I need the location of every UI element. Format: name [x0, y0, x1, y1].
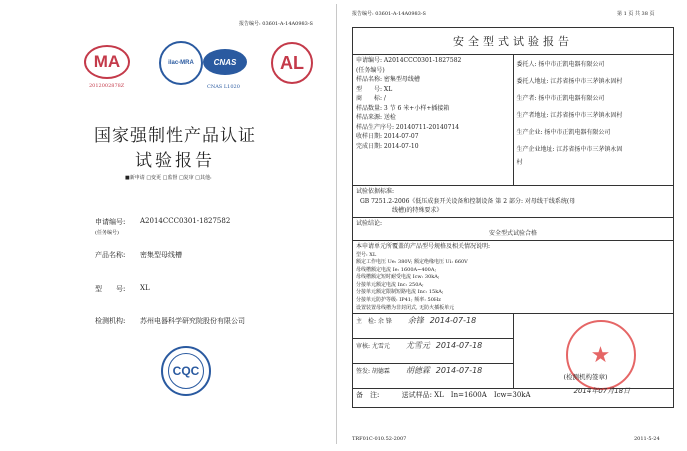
- coverage-line: 设置装置母线槽为非封闭式, 无防火插板单元: [356, 304, 455, 311]
- coverage-title: 本申请单元所覆盖的产品型号规格及相关情况说明:: [356, 243, 491, 250]
- cnas-logo: CNAS: [203, 49, 247, 75]
- cqc-logo: CQC: [161, 346, 211, 396]
- cma-code: 2012002878Z: [89, 83, 125, 89]
- remark-label: 备 注:: [356, 391, 380, 400]
- cover-title: 国家强制性产品认证: [94, 126, 256, 146]
- coverage-line: 型号: XL: [356, 251, 377, 258]
- lab-label: 检测机构:: [95, 317, 126, 325]
- sample-line: 样品数量: 3 节 6 米+小样+插接箱: [356, 104, 450, 112]
- report-number: 报告编号: 03601-A-14A0983-S: [352, 11, 426, 17]
- client-line: 生产者地址: 江苏省扬中市三茅镇永固村: [516, 112, 623, 119]
- sign-date: 2014-07-18: [435, 341, 483, 351]
- coverage-line: 分接单元防护等级: IP41; 频率: 50Hz: [356, 297, 441, 304]
- sample-line: 收样日期: 2014-07-07: [356, 133, 419, 140]
- sign-row-reviewer: 审核: 尤雪元 尤雪元 2014-07-18: [353, 339, 514, 364]
- cover-subtitle: 试验报告: [135, 151, 215, 171]
- sign-row-inspector: 主 检: 余 锋 余锋 2014-07-18: [353, 314, 514, 339]
- signature: 尤雪元: [405, 341, 430, 351]
- conclusion-label: 试验结论:: [356, 219, 383, 227]
- coverage-cell: [353, 241, 674, 314]
- report-table: [352, 27, 674, 408]
- cnas-code: CNAS L1020: [207, 84, 240, 90]
- signature: 余锋: [407, 316, 424, 326]
- report-number: 报告编号: 03601-A-14A0983-S: [239, 21, 313, 27]
- page-number: 第 1 页 共 38 页: [617, 11, 655, 17]
- footer-date: 2011-5-24: [634, 436, 660, 442]
- coverage-line: 额定工作电压 Ue: 380V; 额定绝缘电压 Ui: 660V: [356, 259, 468, 266]
- client-info: [513, 55, 674, 186]
- standard-line: 线槽)的特殊要求》: [392, 207, 443, 214]
- client-line: 生产企业: 扬中市正凯电器有限公司: [516, 129, 611, 136]
- signature: 胡德霖: [405, 366, 430, 376]
- remark-value: 送试样品: XL In=1600A Icw=30kA: [401, 391, 531, 400]
- apply-note: (任务编号): [95, 230, 119, 236]
- sample-line: 样品来源: 送检: [356, 114, 396, 121]
- coverage-line: 分接单元额定电流 Inc: 250A;: [356, 281, 424, 288]
- model-value: XL: [140, 284, 150, 292]
- al-logo: AL: [271, 42, 313, 84]
- application-type: ■新申请 □变更 □监督 □复审 □其他:: [125, 175, 212, 181]
- standard-cell: [353, 186, 674, 218]
- sign-date: 2014-07-18: [435, 366, 483, 376]
- ilac-mra-logo: ilac-MRA: [159, 41, 203, 85]
- model-label: 型 号:: [95, 285, 126, 293]
- client-line: 生产者: 扬中市正凯电器有限公司: [516, 95, 605, 102]
- sample-line: 商 标: /: [356, 95, 386, 102]
- client-line: 委托人地址: 江苏省扬中市三茅镇永固村: [516, 78, 623, 85]
- coverage-line: 母线槽额定短时耐受电流 Icw: 30kA;: [356, 274, 440, 281]
- client-line: 生产企业地址: 江苏省扬中市三茅镇永固: [516, 146, 623, 153]
- product-label: 产品名称:: [95, 251, 126, 259]
- coverage-line: 母线槽额定电流 Ie: 1600A~400A;: [356, 266, 437, 273]
- report-title: 安全型式试验报告: [353, 28, 674, 55]
- sign-row-approver: 签发: 胡德霖 胡德霖 2014-07-18: [353, 364, 514, 389]
- standard-label: 试验依据标准:: [356, 188, 395, 195]
- coverage-line: 分接单元额定限制短路电流 Inc: 15kA;: [356, 289, 444, 296]
- apply-label: 申请编号:: [95, 218, 126, 226]
- lab-value: 苏州电器科学研究院股份有限公司: [140, 317, 245, 325]
- client-line: 村: [516, 159, 523, 166]
- footer-form-code: TRF01C-010.52-2007: [352, 436, 407, 442]
- apply-value: A2014CCC0301-1827582: [140, 217, 231, 225]
- sample-line: 样品生产序号: 20140711-20140714: [356, 123, 460, 131]
- red-seal: ★: [566, 320, 636, 390]
- seal-caption: (检测机构签章): [563, 373, 608, 382]
- report-page: [344, 4, 680, 444]
- sign-date: 2014-07-18: [429, 316, 477, 326]
- sample-info: [353, 55, 514, 186]
- sample-line: 型 号: XL: [356, 85, 393, 93]
- conclusion-value: 安全型式试验合格: [488, 230, 537, 237]
- cover-page: [7, 4, 337, 444]
- sample-line: (任务编号): [356, 66, 385, 74]
- standard-line: GB 7251.2-2006《低压成套开关设备和控制设备 第 2 部分: 对母线干线系统(母: [360, 197, 576, 205]
- seal-date: 2014年07月18日: [573, 387, 631, 396]
- conclusion-cell: [353, 217, 674, 241]
- cma-logo: MA: [84, 45, 130, 79]
- seal-cell: [513, 314, 674, 396]
- client-line: 委托人: 扬中市正凯电器有限公司: [516, 61, 605, 68]
- sample-line: 样品名称: 密集型母线槽: [356, 76, 420, 83]
- sample-line: 申请编号: A2014CCC0301-1827582: [356, 57, 462, 64]
- sample-line: 完成日期: 2014-07-10: [356, 142, 419, 150]
- product-value: 密集型母线槽: [140, 251, 182, 259]
